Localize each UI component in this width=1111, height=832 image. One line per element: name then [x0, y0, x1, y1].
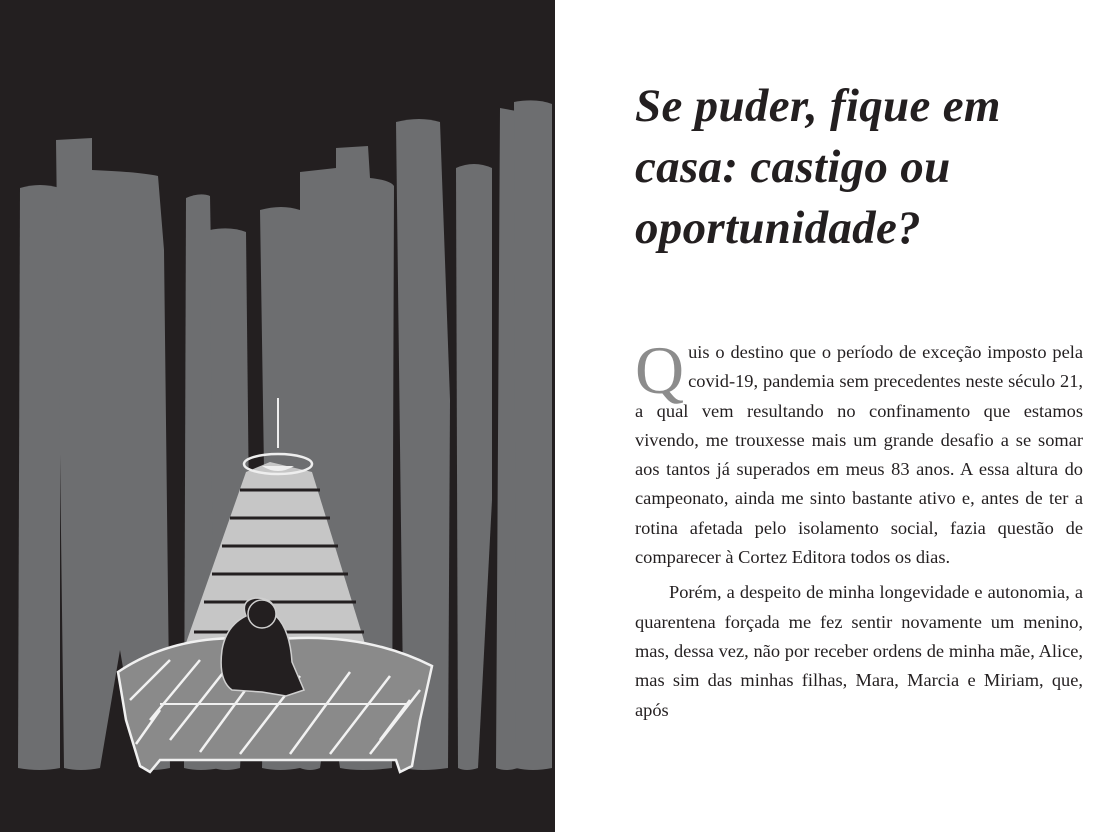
body-text: [635, 332, 1083, 725]
drop-cap: Q: [635, 332, 685, 408]
chapter-title: Se puder, fique em casa: castigo ou oportunidade?: [635, 80, 1001, 254]
paragraph-2: Porém, a despeito de minha longevidade e autonomia, a quarentena forçada me fez sentir novamente um menino, mas, dessa vez, não por receber ordens de minha mãe, Alice, mas sim das minhas filhas, Mara, Marcia e Miriam, que, após: [635, 582, 1083, 720]
paragraph-1: [635, 332, 1083, 572]
illustration: [0, 0, 555, 832]
paragraph-1-text: uis o destino que o período de exceção imposto pela covid-19, pandemia sem precedentes neste século 21, a qual vem resultando no confinamento que estamos vivendo, me trouxesse mais um grande desafio a se somar aos tantos já superados em meus 83 anos. A essa altura do campeonato, ainda me sinto bastante ativo e, antes de ter a rotina afetada pelo isolamento social, fazia questão de comparecer à Cortez Editora todos os dias.: [635, 342, 1083, 568]
text-page: [555, 0, 1111, 832]
illustration-panel: [0, 0, 555, 832]
